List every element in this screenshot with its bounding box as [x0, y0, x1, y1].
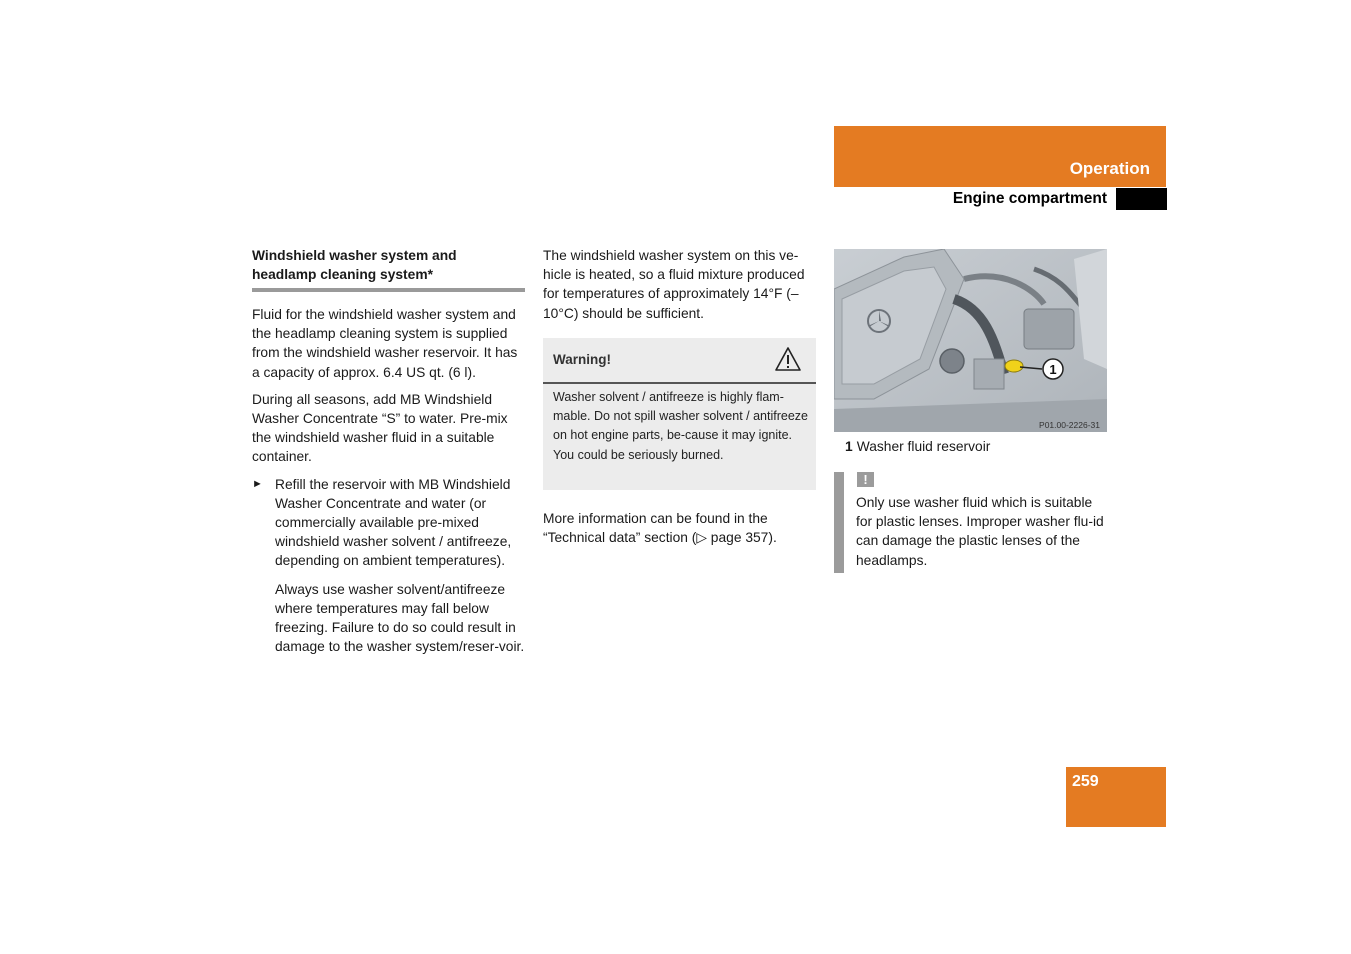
refill-text: Refill the reservoir with MB Windshield Washer Concentrate and water (or commercially available pre-mixed windshield washer solvent / antifreeze, depending on ambient temperatures). — [275, 476, 512, 569]
section-title: Operation — [1069, 159, 1150, 178]
left-column — [252, 246, 525, 664]
warning-title: Warning! — [553, 352, 611, 367]
heated-system-text: The windshield washer system on this ve-hicle is heated, so a fluid mixture produced for temperatures of approximately 14°F (–10°C) should be sufficient. — [543, 248, 805, 321]
antifreeze-paragraph: Always use washer solvent/antifreeze where temperatures may fall below freezing. Failure to do so could result in damage to the washer system/reser-voir. — [275, 581, 525, 655]
header-banner — [834, 126, 1166, 187]
photo-caption — [845, 437, 990, 456]
more-info-paragraph: More information can be found in the “Technical data” section (▷ page 357). — [543, 511, 777, 546]
subsection-title: Engine compartment — [952, 190, 1107, 207]
subsection-marker — [1116, 188, 1167, 210]
note-text: Only use washer fluid which is suitable for plastic lenses. Improper washer flu-id can damage the plastic lenses of the headlamps. — [856, 495, 1104, 568]
page-number-box — [1066, 767, 1166, 827]
warning-header — [543, 338, 816, 384]
section-heading — [252, 246, 525, 292]
note-exclamation-icon: ! — [857, 472, 874, 487]
caption-text: Washer fluid reservoir — [856, 439, 991, 454]
caption-number: 1 — [845, 439, 853, 454]
note-bar — [834, 472, 844, 573]
season-paragraph: During all seasons, add MB Windshield Washer Concentrate “S” to water. Pre-mix the windshield washer fluid in a suitable container. — [252, 391, 508, 465]
heated-system-paragraph — [543, 246, 816, 323]
capacity-paragraph: Fluid for the windshield washer system and the headlamp cleaning system is supplied from the windshield washer reservoir. It has a capacity of approx. 6.4 US qt. (6 l). — [252, 307, 518, 380]
triangle-bullet-icon: ► — [252, 477, 263, 490]
engine-compartment-photo — [834, 249, 1107, 432]
photo-callout-1: 1 — [1049, 362, 1057, 377]
warning-triangle-icon — [774, 346, 802, 372]
heading-line-2: headlamp cleaning system* — [252, 267, 433, 282]
warning-text: Washer solvent / antifreeze is highly flam-mable. Do not spill washer solvent / antifreeze on hot engine parts, be-cause it may ignite. You could be seriously burned. — [553, 390, 808, 462]
page-number: 259 — [1072, 773, 1099, 790]
refill-instruction — [252, 475, 525, 571]
warning-box — [543, 338, 816, 490]
photo-code: P01.00-2226-31 — [1039, 420, 1100, 430]
heading-line-1: Windshield washer system and — [252, 248, 457, 263]
